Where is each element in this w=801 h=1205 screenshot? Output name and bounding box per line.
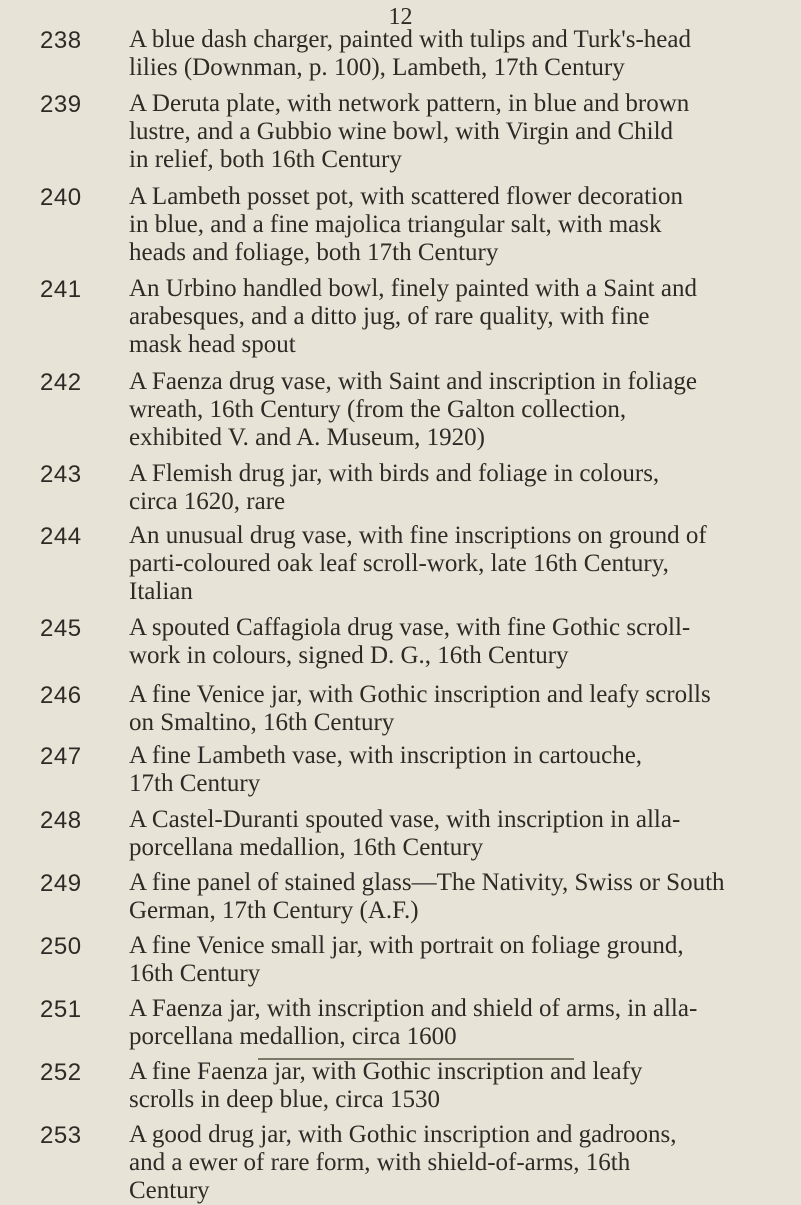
lot-description <box>129 90 801 174</box>
lot-entry <box>0 742 801 798</box>
lot-description-line: lustre, and a Gubbio wine bowl, with Virgin and Child <box>129 118 674 145</box>
lot-description <box>129 742 801 798</box>
lot-description <box>129 1058 801 1114</box>
lot-description <box>129 614 801 670</box>
lot-description-line: heads and foliage, both 17th Century <box>129 239 499 266</box>
lot-number: 251 <box>40 996 82 1023</box>
lot-description-line: scrolls in deep blue, circa 1530 <box>129 1086 441 1113</box>
lot-number: 247 <box>40 743 82 770</box>
lot-description-line: A Deruta plate, with network pattern, in blue and brown <box>129 90 690 117</box>
lot-number: 246 <box>40 682 82 709</box>
lot-description-line: A spouted Caffagiola drug vase, with fine Gothic scroll- <box>129 614 691 641</box>
lot-entry <box>0 368 801 452</box>
lot-description-line: in relief, both 16th Century <box>129 146 402 173</box>
lot-description-line: A fine panel of stained glass—The Nativity, Swiss or South <box>129 869 725 896</box>
lot-number: 243 <box>40 461 82 488</box>
lot-description-line: porcellana medallion, 16th Century <box>129 834 484 861</box>
lot-description-line: 17th Century <box>129 770 261 797</box>
lot-number: 249 <box>40 870 82 897</box>
divider-rule <box>258 1058 574 1060</box>
lot-description <box>129 995 801 1051</box>
lot-description-line: An unusual drug vase, with fine inscriptions on ground of <box>129 522 707 549</box>
lot-description <box>129 26 801 82</box>
lot-description-line: 16th Century <box>129 960 261 987</box>
lot-description <box>129 522 801 606</box>
lot-description-line: circa 1620, rare <box>129 488 286 515</box>
lot-description-line: A fine Faenza jar, with Gothic inscription and leafy <box>129 1058 643 1085</box>
lot-description-line: A Castel-Duranti spouted vase, with inscription in alla- <box>129 806 681 833</box>
lot-description <box>129 932 801 988</box>
lot-number: 248 <box>40 807 82 834</box>
lot-number: 252 <box>40 1059 82 1086</box>
lot-entry <box>0 90 801 174</box>
lot-description-line: A Faenza jar, with inscription and shield of arms, in alla- <box>129 995 698 1022</box>
lot-entry <box>0 26 801 82</box>
page-number: 12 <box>388 4 413 30</box>
lot-entry <box>0 460 801 516</box>
lot-number: 244 <box>40 523 82 550</box>
lot-number: 250 <box>40 933 82 960</box>
lot-description-line: An Urbino handled bowl, finely painted with a Saint and <box>129 275 697 302</box>
lot-entry <box>0 183 801 267</box>
lot-entry <box>0 869 801 925</box>
lot-description <box>129 368 801 452</box>
lot-description <box>129 806 801 862</box>
lot-description-line: exhibited V. and A. Museum, 1920) <box>129 424 486 451</box>
lot-description-line: A good drug jar, with Gothic inscription and gadroons, <box>129 1121 677 1148</box>
lot-number: 253 <box>40 1122 82 1149</box>
lot-number: 240 <box>40 184 82 211</box>
lot-number: 242 <box>40 369 82 396</box>
lot-description-line: and a ewer of rare form, with shield-of-arms, 16th <box>129 1149 631 1176</box>
lot-description <box>129 681 801 737</box>
lot-number: 238 <box>40 27 82 54</box>
lot-description-line: in blue, and a fine majolica triangular salt, with mask <box>129 211 662 238</box>
lot-description <box>129 183 801 267</box>
lot-description <box>129 275 801 359</box>
lot-description <box>129 460 801 516</box>
lot-description-line: wreath, 16th Century (from the Galton collection, <box>129 396 627 423</box>
lot-entry <box>0 614 801 670</box>
lot-description <box>129 869 801 925</box>
lot-entry <box>0 275 801 359</box>
lot-number: 245 <box>40 615 82 642</box>
lot-description-line: Italian <box>129 578 193 605</box>
lot-entry <box>0 995 801 1051</box>
lot-description-line: arabesques, and a ditto jug, of rare quality, with fine <box>129 303 650 330</box>
lot-entry <box>0 681 801 737</box>
lot-description-line: work in colours, signed D. G., 16th Century <box>129 642 569 669</box>
lot-description-line: A Lambeth posset pot, with scattered flower decoration <box>129 183 684 210</box>
lot-description-line: on Smaltino, 16th Century <box>129 709 395 736</box>
lot-description-line: mask head spout <box>129 331 296 358</box>
lot-description-line: porcellana medallion, circa 1600 <box>129 1023 457 1050</box>
lot-description-line: German, 17th Century (A.F.) <box>129 897 419 924</box>
lot-entry <box>0 1121 801 1205</box>
lot-description-line: A Flemish drug jar, with birds and foliage in colours, <box>129 460 660 487</box>
lot-number: 241 <box>40 276 82 303</box>
lot-number: 239 <box>40 91 82 118</box>
lot-description-line: A Faenza drug vase, with Saint and inscription in foliage <box>129 368 697 395</box>
lot-entry <box>0 1058 801 1114</box>
lot-description-line: A fine Venice jar, with Gothic inscription and leafy scrolls <box>129 681 711 708</box>
lot-description-line: A blue dash charger, painted with tulips and Turk's-head <box>129 26 691 53</box>
lot-entry <box>0 932 801 988</box>
lot-entry <box>0 806 801 862</box>
lot-description-line: A fine Venice small jar, with portrait on foliage ground, <box>129 932 684 959</box>
lot-description-line: Century <box>129 1177 210 1204</box>
lot-description-line: parti-coloured oak leaf scroll-work, late 16th Century, <box>129 550 669 577</box>
lot-description-line: A fine Lambeth vase, with inscription in cartouche, <box>129 742 643 769</box>
lot-description-line: lilies (Downman, p. 100), Lambeth, 17th Century <box>129 54 625 81</box>
lot-entry <box>0 522 801 606</box>
lot-description <box>129 1121 801 1205</box>
